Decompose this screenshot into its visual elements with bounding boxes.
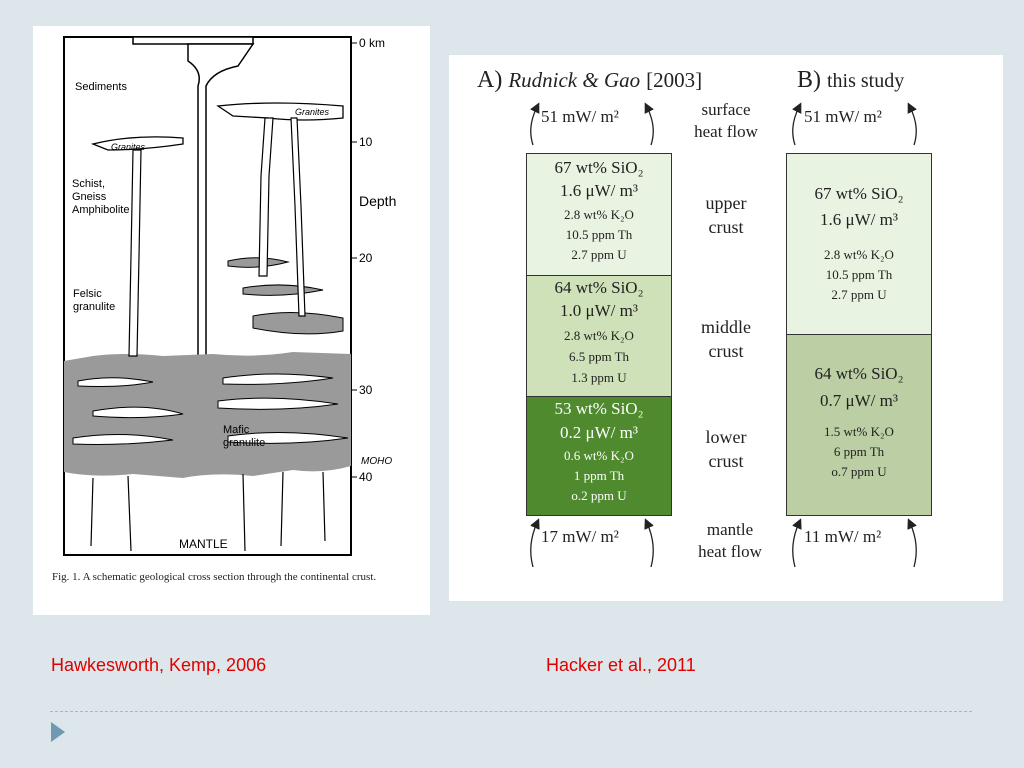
a-middle-u: 1.3 ppm U	[571, 370, 627, 385]
credit-left: Hawkesworth, Kemp, 2006	[51, 655, 267, 675]
b-lower-crust-box	[787, 335, 931, 515]
credit-right: Hacker et al., 2011	[546, 655, 696, 675]
arrow-b-surface-left	[793, 107, 799, 145]
cross-section-figure	[33, 26, 430, 615]
panel-b-text: this study	[827, 70, 905, 92]
a-upper-th: 10.5 ppm Th	[565, 227, 633, 242]
a-lower-u: o.2 ppm U	[571, 488, 627, 503]
panel-a-authors: Rudnick & Gao	[508, 68, 641, 92]
unit-label-felsic: Felsic granulite	[73, 288, 116, 313]
depth-tick-label: 20	[359, 251, 373, 265]
a-upper-u: 2.7 ppm U	[571, 247, 627, 262]
column-a	[526, 153, 672, 516]
upper-crust-label: upper crust	[705, 193, 747, 237]
depth-tick-label: 0 km	[359, 36, 386, 50]
b-upper-th: 10.5 ppm Th	[825, 267, 893, 282]
a-mantle-heat-flow: 17 mW/ m²	[541, 527, 619, 546]
b-lower-sio2: 64 wt% SiO₂	[814, 364, 904, 383]
b-lower-k2o: 1.5 wt% K₂O	[824, 424, 894, 439]
b-lower-u: o.7 ppm U	[831, 464, 887, 479]
column-b	[786, 153, 932, 516]
a-middle-th: 6.5 ppm Th	[568, 349, 630, 364]
lower-crust-label: lower crust	[705, 427, 747, 471]
unit-label-sediments: Sediments	[75, 81, 127, 93]
b-upper-sio2: 67 wt% SiO₂	[814, 184, 904, 203]
depth-tick-label: 30	[359, 383, 373, 397]
panel-a-year: [2003]	[646, 68, 703, 92]
unit-label-mantle: MANTLE	[179, 537, 228, 551]
a-upper-sio2: 67 wt% SiO₂	[554, 158, 644, 177]
a-lower-heat: 0.2 μW/ m³	[560, 423, 638, 442]
a-lower-th: 1 ppm Th	[573, 468, 625, 483]
a-middle-heat: 1.0 μW/ m³	[560, 301, 638, 320]
unit-label-mafic: Mafic granulite	[223, 424, 266, 449]
depth-axis-label: Depth	[359, 193, 397, 209]
depth-tick-label: 10	[359, 135, 373, 149]
a-surface-heat-flow: 51 mW/ m²	[541, 107, 619, 126]
crust-composition-figure	[449, 55, 1003, 601]
arrow-a-surface-left	[531, 107, 537, 145]
moho-label: MOHO	[361, 456, 393, 467]
b-upper-heat: 1.6 μW/ m³	[820, 210, 898, 229]
surface-cap	[133, 37, 253, 44]
a-upper-heat: 1.6 μW/ m³	[560, 181, 638, 200]
b-surface-heat-flow: 51 mW/ m²	[804, 107, 882, 126]
slide-separator	[50, 711, 972, 712]
panel-a-prefix: A)	[477, 67, 503, 93]
b-upper-crust-box	[787, 154, 931, 335]
panel-b-prefix: B)	[797, 67, 821, 93]
b-lower-th: 6 ppm Th	[833, 444, 885, 459]
b-mantle-heat-flow: 11 mW/ m²	[804, 527, 882, 546]
arrow-a-mantle-left	[531, 523, 537, 567]
b-upper-u: 2.7 ppm U	[831, 287, 887, 302]
a-lower-k2o: 0.6 wt% K₂O	[564, 448, 634, 463]
a-upper-crust-box	[527, 154, 671, 276]
a-middle-crust-box	[527, 276, 671, 397]
unit-label-schist: Schist, Gneiss Amphibolite	[72, 178, 130, 216]
unit-label-granites: Granites	[111, 142, 146, 152]
b-upper-k2o: 2.8 wt% K₂O	[824, 247, 894, 262]
figure-caption: Fig. 1. A schematic geological cross section through the continental crust.	[52, 571, 377, 583]
arrow-b-mantle-left	[793, 523, 799, 567]
slide-bullet-icon	[51, 722, 65, 742]
a-lower-sio2: 53 wt% SiO₂	[554, 399, 644, 418]
a-lower-crust-box	[527, 397, 671, 515]
a-middle-sio2: 64 wt% SiO₂	[554, 278, 644, 297]
a-upper-k2o: 2.8 wt% K₂O	[564, 207, 634, 222]
b-lower-heat: 0.7 μW/ m³	[820, 391, 898, 410]
unit-label-granites: Granites	[295, 107, 330, 117]
a-middle-k2o: 2.8 wt% K₂O	[564, 328, 634, 343]
mantle-heat-flow-label: mantle heat flow	[698, 520, 762, 561]
surface-heat-flow-label: surface heat flow	[694, 100, 758, 141]
depth-tick-label: 40	[359, 470, 373, 484]
pod	[253, 312, 343, 333]
middle-crust-label: middle crust	[701, 317, 751, 361]
